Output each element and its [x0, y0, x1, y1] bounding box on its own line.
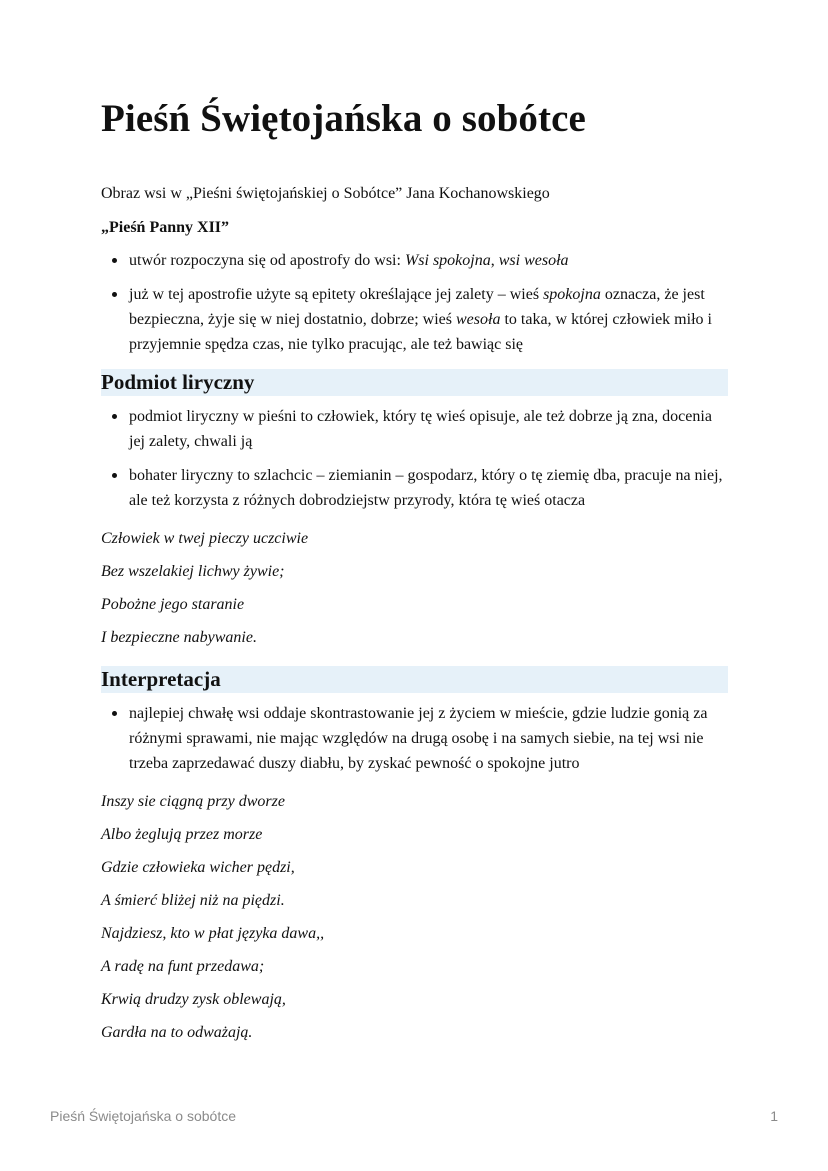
verse-line: Albo żeglują przez morze [101, 825, 263, 843]
list-item: bohater liryczny to szlachcic – ziemianin – gospodarz, który o tę ziemię dba, pracuje na niej, ale też korzysta z różnych dobrodziejstw przyrody, która tę wieś otacza [129, 463, 728, 513]
intro-text: Obraz wsi w „Pieśni świętojańskiej o Sobótce” Jana Kochanowskiego [101, 184, 550, 202]
quote-emphasis: spokojna [543, 285, 601, 303]
list-item: podmiot liryczny w pieśni to człowiek, który tę wieś opisuje, ale też dobrze ją zna, docenia jej zalety, chwali ją [129, 404, 728, 454]
interpretacja-bullet-list [101, 701, 728, 776]
verse-block-podmiot [101, 522, 728, 654]
subheading-piesn-panny: „Pieśń Panny XII” [101, 219, 230, 237]
verse-line: I bezpieczne nabywanie. [101, 628, 257, 646]
footer-document-title: Pieśń Świętojańska o sobótce [50, 1108, 236, 1124]
page-title: Pieśń Świętojańska o sobótce [101, 97, 586, 140]
quote-emphasis: wsi wesoła [498, 251, 569, 269]
document-content [101, 96, 728, 1049]
list-item: już w tej apostrofie użyte są epitety określające jej zalety – wieś spokojna oznacza, że jest bezpieczna, żyje się w niej dostatnio, dobrze; wieś wesoła to taka, w której człowiek miło i przyjemnie spędza czas, nie tylko pracując, ale też bawiąc się [129, 282, 728, 357]
section-heading-interpretacja: Interpretacja [101, 666, 728, 693]
verse-line: A radę na funt przedawa; [101, 957, 265, 975]
section-heading-podmiot: Podmiot liryczny [101, 369, 728, 396]
intro-bullet-list [101, 248, 728, 357]
verse-line: Człowiek w twej pieczy uczciwie [101, 529, 309, 547]
verse-line: Krwią drudzy zysk oblewają, [101, 990, 286, 1008]
verse-block-interpretacja [101, 785, 728, 1049]
verse-line: Najdziesz, kto w płat języka dawa,, [101, 924, 325, 942]
verse-line: Inszy sie ciągną przy dworze [101, 792, 285, 810]
verse-line: Gdzie człowieka wicher pędzi, [101, 858, 295, 876]
quote-emphasis: wesoła [456, 310, 501, 328]
verse-line: A śmierć bliżej niż na piędzi. [101, 891, 285, 909]
quote-emphasis: Wsi spokojna [404, 251, 491, 269]
podmiot-bullet-list [101, 404, 728, 513]
verse-line: Bez wszelakiej lichwy żywie; [101, 562, 285, 580]
verse-line: Gardła na to odważają. [101, 1023, 253, 1041]
footer-page-number: 1 [770, 1108, 778, 1124]
list-item: utwór rozpoczyna się od apostrofy do wsi: Wsi spokojna, wsi wesoła [129, 248, 728, 273]
list-item: najlepiej chwałę wsi oddaje skontrastowanie jej z życiem w mieście, gdzie ludzie gonią za różnymi sprawami, nie mając względów na drugą osobę i na samych siebie, na tej wsi nie trzeba zaprzedawać duszy diabłu, by zyskać pewność o spokojne jutro [129, 701, 728, 776]
verse-line: Pobożne jego staranie [101, 595, 245, 613]
